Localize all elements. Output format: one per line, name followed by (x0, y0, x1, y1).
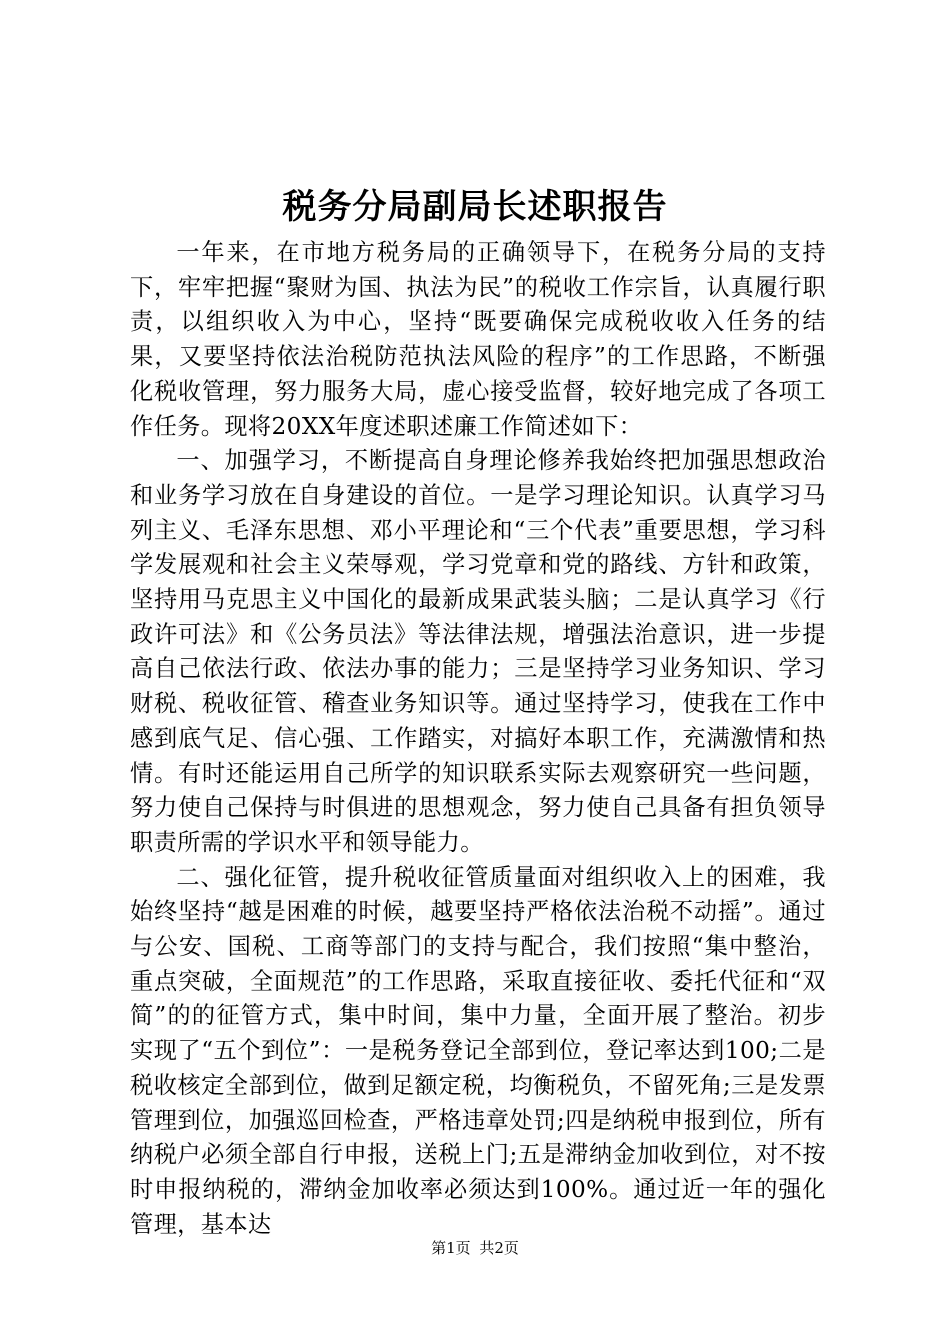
document-title: 税务分局副局长述职报告 (282, 187, 668, 227)
paragraph-collection: 二、强化征管，提升税收征管质量面对组织收入上的困难，我始终坚持“越是困难的时候，越要坚持严格依法治税不动摇”。通过与公安、国税、工商等部门的支持与配合，我们按照“集中整治，重点突破，全面规范”的工作思路，采取直接征收、委托代征和“双简”的的征管方式，集中时间，集中力量，全面开展了整治。初步实现了“五个到位”：一是税务登记全部到位，登记率达到100;二是税收核定全部到位，做到足额定税，均衡税负，不留死角;三是发票管理到位，加强巡回检查，严格违章处罚;四是纳税申报到位，所有纳税户必须全部自行申报，送税上门;五是滞纳金加收到位，对不按时申报纳税的，滞纳金加收率必须达到100%。通过近一年的强化管理，基本达 (130, 863, 826, 1238)
page-total: 共2页 (479, 1239, 519, 1257)
page-number: 第1页 (431, 1239, 471, 1257)
page-footer (0, 1238, 950, 1258)
paragraph-intro: 一年来，在市地方税务局的正确领导下，在税务分局的支持下，牢牢把握“聚财为国、执法为民”的税收工作宗旨，认真履行职责，以组织收入为中心，坚持“既要确保完成税收收入任务的结果，又要坚持依法治税防范执法风险的程序”的工作思路，不断强化税收管理，努力服务大局，虚心接受监督，较好地完成了各项工作任务。现将20XX年度述职述廉工作简述如下： (130, 239, 826, 440)
document-body (130, 236, 826, 1242)
paragraph-study: 一、加强学习，不断提高自身理论修养我始终把加强思想政治和业务学习放在自身建设的首位。一是学习理论知识。认真学习马列主义、毛泽东思想、邓小平理论和“三个代表”重要思想，学习科学发展观和社会主义荣辱观，学习党章和党的路线、方针和政策，坚持用马克思主义中国化的最新成果武装头脑；二是认真学习《行政许可法》和《公务员法》等法律法规，增强法治意识，进一步提高自己依法行政、依法办事的能力；三是坚持学习业务知识、学习财税、税收征管、稽查业务知识等。通过坚持学习，使我在工作中感到底气足、信心强、工作踏实，对搞好本职工作，充满激情和热情。有时还能运用自己所学的知识联系实际去观察研究一些问题，努力使自己保持与时俱进的思想观念，努力使自己具备有担负领导职责所需的学识水平和领导能力。 (130, 447, 826, 856)
